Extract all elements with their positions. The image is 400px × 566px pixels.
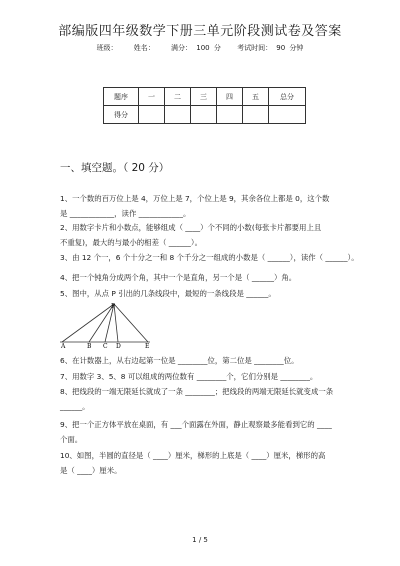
- header-cell-5: 五: [243, 88, 269, 106]
- point-label-b: B: [87, 343, 92, 348]
- score-cell-4[interactable]: [217, 106, 243, 124]
- header-cell-total: 总分: [269, 88, 306, 106]
- point-label-p: P: [111, 303, 116, 310]
- header-cell-3: 三: [191, 88, 217, 106]
- question-1-line-1: 1、一个数的百万位上是 4，万位上是 7，个位上是 9，其余各位上都是 0，这个数: [60, 194, 330, 203]
- question-2-line-2: 不重复)，最大的与最小的相差（ ______）。: [60, 238, 202, 247]
- question-5-line-1: 5、图中，从点 P 引出的几条线段中，最短的一条线段是 ______。: [60, 289, 276, 298]
- question-4-line-1: 4、把一个钝角分成两个角，其中一个是直角，另一个是（ ______）角。: [60, 273, 297, 282]
- question-9-line-1: 9、把一个正方体平放在桌面，有 ___个面露在外面，静止观察最多能看到它的 ____: [60, 420, 332, 429]
- question-3: [60, 252, 360, 263]
- question-5: [60, 288, 360, 299]
- header-cell-4: 四: [217, 88, 243, 106]
- score-row-label: 得分: [104, 106, 139, 124]
- score-cell-2[interactable]: [165, 106, 191, 124]
- exam-time-label: 考试时间： 90 分钟: [237, 44, 304, 52]
- point-label-c: C: [103, 343, 108, 348]
- question-8: [60, 386, 360, 412]
- point-label-d: D: [116, 343, 121, 348]
- question-6-line-1: 6、在计数器上，从右边起第一位是 ________位，第二位是 ________位。: [60, 356, 299, 365]
- question-8-line-1: 8、把线段的一端无限延长就成了一条 ________；把线段的两端无限延长就变成一条: [60, 387, 334, 396]
- question-1-line-2: 是 ____________，读作 ____________。: [60, 209, 191, 218]
- exam-info: [0, 43, 400, 53]
- score-cell-1[interactable]: [139, 106, 165, 124]
- question-9: [60, 419, 360, 445]
- segment-pe: [114, 304, 148, 342]
- question-10-line-1: 10、如图，半圆的直径是（ ____）厘米，梯形的上底是（ ____）厘米，梯形的高: [60, 451, 326, 460]
- score-table-score-row: [104, 106, 306, 124]
- question-7-line-1: 7、用数字 3、5、8 可以组成的两位数有 ________个，它们分别是 ________。: [60, 372, 318, 381]
- question-10: [60, 450, 360, 476]
- score-cell-3[interactable]: [191, 106, 217, 124]
- header-cell-2: 二: [165, 88, 191, 106]
- name-label: 姓名：: [133, 44, 155, 52]
- question-3-line-1: 3、由 12 个一，6 个十分之一和 8 个千分之一组成的小数是（ ______），读作（ ______）。: [60, 253, 359, 262]
- page-title: 部编版四年级数学下册三单元阶段测试卷及答案: [58, 24, 342, 39]
- question-6: [60, 355, 360, 366]
- point-label-a: A: [61, 343, 66, 348]
- question-4: [60, 272, 360, 283]
- page-number: 1 / 5: [192, 536, 208, 544]
- header-cell-1: 一: [139, 88, 165, 106]
- score-table: [103, 87, 306, 124]
- question-2: [60, 222, 360, 248]
- full-score-label: 满分： 100 分: [171, 44, 221, 52]
- question-1: [60, 193, 360, 219]
- class-label: 班级：: [96, 44, 118, 52]
- point-label-e: E: [145, 343, 150, 348]
- segments-figure: [60, 302, 152, 348]
- score-cell-5[interactable]: [243, 106, 269, 124]
- score-cell-total[interactable]: [269, 106, 306, 124]
- question-7: [60, 371, 360, 382]
- question-10-line-2: 是（ ____）厘米。: [60, 466, 122, 475]
- header-cell-order: 题序: [104, 88, 139, 106]
- question-8-line-2: ______。: [60, 402, 90, 411]
- question-2-line-1: 2、用数字卡片和小数点，能够组成（ ____）个不同的小数(每张卡片都要用上且: [60, 223, 322, 232]
- question-9-line-2: 个面。: [60, 435, 83, 444]
- section-heading: 一、填空题。（ 20 分）: [60, 162, 170, 174]
- score-table-header-row: [104, 88, 306, 106]
